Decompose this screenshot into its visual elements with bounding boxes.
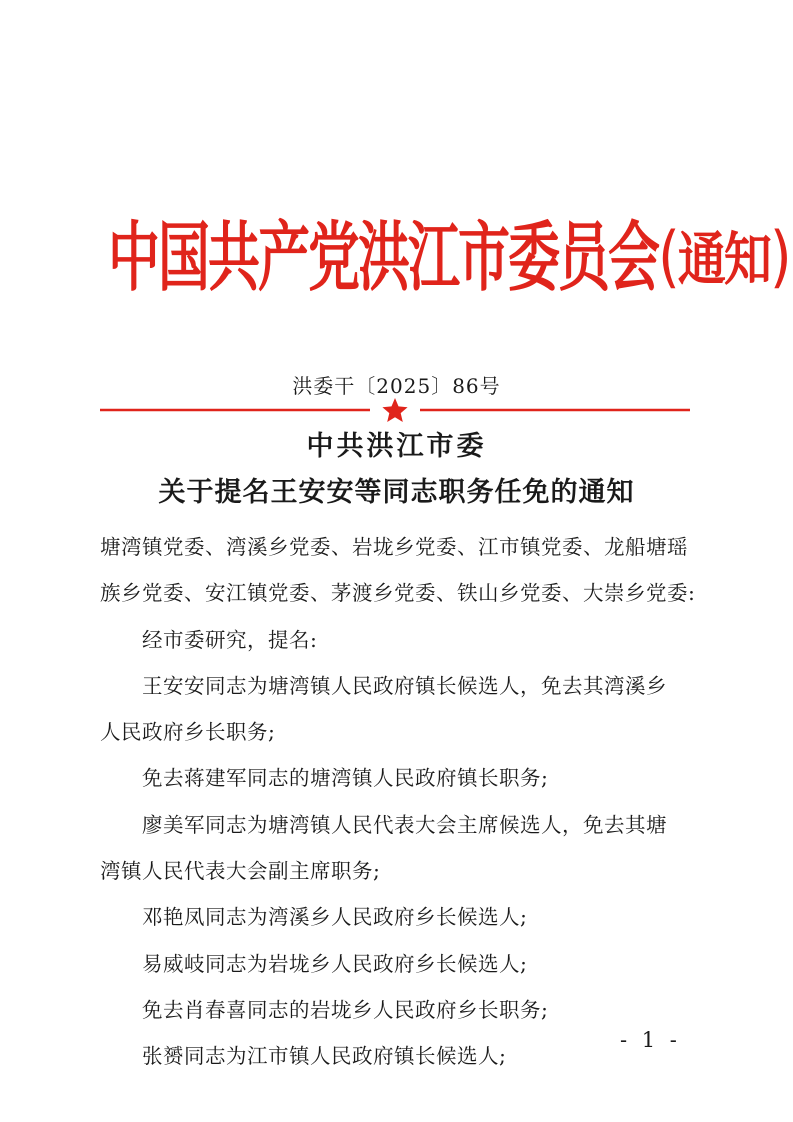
masthead-org-name: 中国共产党洪江市委员会: [108, 215, 659, 303]
body-line: 族乡党委、安江镇党委、茅渡乡党委、铁山乡党委、大崇乡党委:: [100, 581, 696, 606]
body-line: 人民政府乡长职务;: [100, 720, 276, 745]
body-line: 张赟同志为江市镇人民政府镇长候选人;: [142, 1044, 507, 1069]
body-line: 经市委研究，提名:: [142, 627, 318, 652]
masthead-doc-kind: 通知: [677, 226, 770, 294]
document-number: 洪委干〔2025〕86号: [292, 374, 501, 398]
page-number: - 1 -: [620, 1028, 681, 1052]
masthead-open-paren: (: [658, 218, 678, 297]
body-line: 易威岐同志为岩垅乡人民政府乡长候选人;: [142, 951, 528, 976]
red-star-icon: [382, 398, 407, 422]
title-line-2: 关于提名王安安等同志职务任免的通知: [158, 477, 635, 508]
title-line-1: 中共洪江市委: [306, 431, 487, 462]
body-line: 邓艳凤同志为湾溪乡人民政府乡长候选人;: [142, 905, 528, 930]
red-divider: [100, 398, 690, 422]
body-text: [100, 524, 700, 1080]
body-line: 免去蒋建军同志的塘湾镇人民政府镇长职务;: [142, 766, 549, 791]
body-line: 王安安同志为塘湾镇人民政府镇长候选人，免去其湾溪乡: [142, 673, 667, 698]
body-line: 免去肖春喜同志的岩垅乡人民政府乡长职务;: [142, 997, 549, 1022]
masthead-close-paren: ): [769, 218, 790, 297]
masthead: [108, 208, 790, 308]
body-line: 湾镇人民代表大会副主席职务;: [100, 859, 381, 884]
body-line: 廖美军同志为塘湾镇人民代表大会主席候选人，免去其塘: [142, 812, 667, 837]
body-line: 塘湾镇党委、湾溪乡党委、岩垅乡党委、江市镇党委、龙船塘瑶: [100, 535, 688, 559]
